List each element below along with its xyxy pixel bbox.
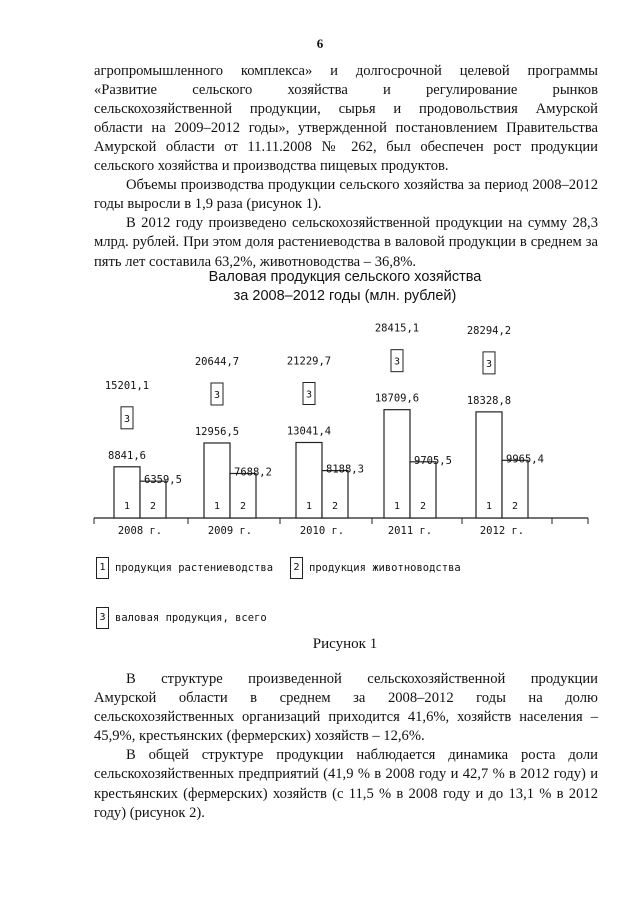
chart-title-line1: Валовая продукция сельского хозяйства xyxy=(208,269,482,285)
data-label-total: 28415,1 xyxy=(374,322,420,335)
data-label-total: 21229,7 xyxy=(286,355,332,368)
legend-item-crop xyxy=(96,557,273,579)
bar-marker-2: 2 xyxy=(149,501,157,512)
growth-paragraph: Объемы производства продукции сельского хозяйства за период 2008–2012 годы выросли в 1,9 раза (рисунок 1). xyxy=(94,177,598,213)
intro-line: агропромышленного комплекса» и долгосрочной целевой программы xyxy=(94,63,598,79)
intro-line: «Развитие сельского хозяйства и регулирование рынков xyxy=(94,82,598,98)
structure-word: среднем xyxy=(279,690,331,706)
legend-label-crop: продукция растениеводства xyxy=(115,562,274,574)
bar-marker-1: 1 xyxy=(123,501,131,512)
figure-caption: Рисунок 1 xyxy=(312,636,378,652)
structure-paragraph-rest: сельскохозяйственных организаций приходится 41,6%, хозяйств населения – 45,9%, крестьянских (фермерских) хозяйств – 12,6%. xyxy=(94,709,598,745)
legend-label-livestock: продукция животноводства xyxy=(309,562,461,574)
total-marker-3: 3 xyxy=(485,358,493,370)
structure-word: области xyxy=(178,690,228,706)
bar-marker-1: 1 xyxy=(213,501,221,512)
bar-marker-2: 2 xyxy=(331,501,339,512)
data-label-crop: 8841,6 xyxy=(108,449,146,462)
bar-marker-1: 1 xyxy=(305,501,313,512)
bar-marker-2: 2 xyxy=(239,501,247,512)
data-label-livestock: 9965,4 xyxy=(506,453,544,466)
total-marker-3: 3 xyxy=(123,413,131,425)
output-2012-paragraph: В 2012 году произведено сельскохозяйственной продукции на сумму 28,3 млрд. рублей. При этом доля растениеводства в валовой продукции в среднем за пять лет составила 63,2%, животноводства – 36,8%. xyxy=(94,215,598,270)
intro-line: сельскохозяйственной продукции, сырья и продовольствия Амурской xyxy=(94,101,598,117)
data-label-crop: 18709,6 xyxy=(374,392,420,405)
legend-marker-3: 3 xyxy=(96,607,109,629)
structure-word: годы xyxy=(476,690,506,706)
structure-line-1 xyxy=(94,670,598,689)
page-number: 6 xyxy=(316,36,324,51)
x-tick-label: 2008 г. xyxy=(117,525,163,537)
structure-word: в xyxy=(250,690,258,706)
intro-line: Амурской области от 11.11.2008 № 262, был обеспечен рост продукции xyxy=(94,139,598,155)
x-tick-label: 2011 г. xyxy=(387,525,433,537)
structure-word: Амурской xyxy=(94,690,157,706)
data-label-crop: 18328,8 xyxy=(466,394,512,407)
legend-marker-2: 2 xyxy=(290,557,303,579)
structure-line-2 xyxy=(94,689,598,708)
structure-word: долю xyxy=(565,690,598,706)
data-label-crop: 12956,5 xyxy=(194,425,240,438)
structure-word: 2008–2012 xyxy=(387,690,454,706)
x-tick-label: 2010 г. xyxy=(299,525,345,537)
intro-line: области на 2009–2012 годы», утвержденной постановлением Правительства xyxy=(94,120,598,136)
bar-marker-1: 1 xyxy=(485,501,493,512)
x-tick-label: 2012 г. xyxy=(479,525,525,537)
structure-word: произведенной xyxy=(248,671,342,687)
bar-marker-1: 1 xyxy=(393,501,401,512)
bar-livestock-production xyxy=(140,481,166,518)
data-label-livestock: 6359,5 xyxy=(144,474,182,487)
total-marker-3: 3 xyxy=(305,389,313,401)
structure-word: структуре xyxy=(161,671,223,687)
data-label-total: 15201,1 xyxy=(104,379,150,392)
legend-marker-1: 1 xyxy=(96,557,109,579)
total-marker-3: 3 xyxy=(393,356,401,368)
data-label-crop: 13041,4 xyxy=(286,425,332,438)
structure-word: продукции xyxy=(530,671,598,687)
gross-output-bar-chart xyxy=(0,300,640,550)
data-label-total: 20644,7 xyxy=(194,355,240,368)
legend-item-total xyxy=(96,607,267,629)
legend-item-livestock xyxy=(290,557,461,579)
legend-label-total: валовая продукция, всего xyxy=(115,612,267,624)
structure-word: В xyxy=(126,671,136,687)
data-label-livestock: 8188,3 xyxy=(326,463,364,476)
structure-word: на xyxy=(528,690,543,706)
bar-marker-2: 2 xyxy=(511,501,519,512)
structure-word: сельскохозяйственной xyxy=(367,671,506,687)
total-marker-3: 3 xyxy=(213,389,221,401)
data-label-livestock: 9705,5 xyxy=(414,454,452,467)
intro-line: сельского хозяйства и производства пищевых продуктов. xyxy=(94,158,449,174)
bar-marker-2: 2 xyxy=(419,501,427,512)
data-label-livestock: 7688,2 xyxy=(234,466,272,479)
structure-word: за xyxy=(353,690,366,706)
chart-title-line2: за 2008–2012 годы (млн. рублей) xyxy=(233,288,457,304)
dynamics-paragraph: В общей структуре продукции наблюдается динамика роста доли сельскохозяйственных предприятий (41,9 % в 2008 году и 42,7 % в 2012 году) и крестьянских (фермерских) хозяйств (с 11,5 % в 2008 году и до 13,1 % в 2012 году) (рисунок 2). xyxy=(94,747,598,822)
x-tick-label: 2009 г. xyxy=(207,525,253,537)
data-label-total: 28294,2 xyxy=(466,324,512,337)
